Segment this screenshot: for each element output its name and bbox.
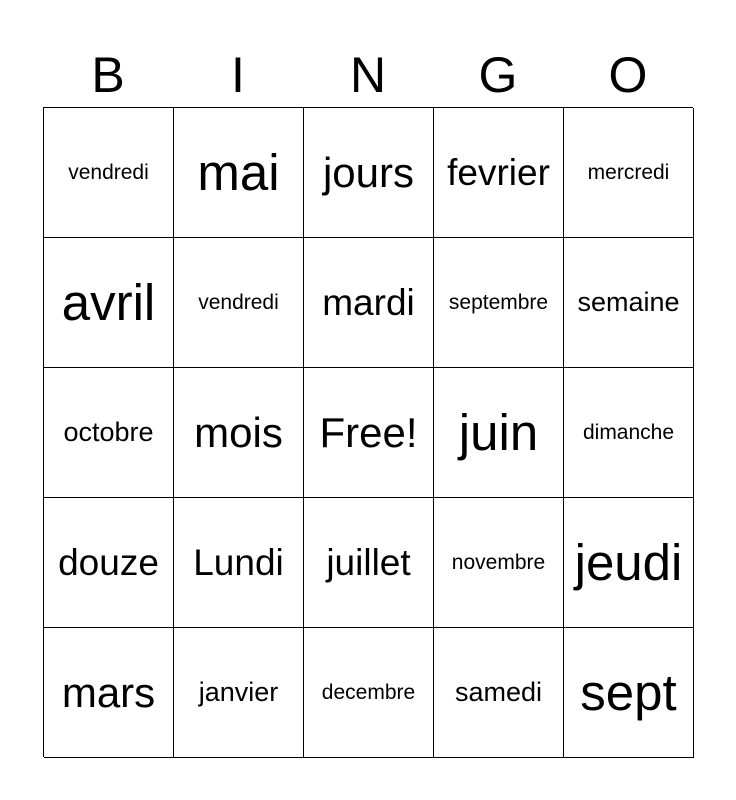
bingo-cell: mercredi <box>564 108 694 238</box>
bingo-cell: samedi <box>434 628 564 758</box>
bingo-cell: dimanche <box>564 368 694 498</box>
bingo-cell: douze <box>44 498 174 628</box>
bingo-cell: novembre <box>434 498 564 628</box>
bingo-cell: vendredi <box>174 238 304 368</box>
bingo-cell: juin <box>434 368 564 498</box>
bingo-cell: septembre <box>434 238 564 368</box>
bingo-header <box>43 44 693 106</box>
bingo-cell: janvier <box>174 628 304 758</box>
bingo-cell: fevrier <box>434 108 564 238</box>
bingo-cell: Lundi <box>174 498 304 628</box>
header-letter-g: G <box>478 47 518 103</box>
bingo-cell: mai <box>174 108 304 238</box>
bingo-cell: juillet <box>304 498 434 628</box>
bingo-card-grid <box>43 107 693 757</box>
bingo-cell: jours <box>304 108 434 238</box>
bingo-cell: mois <box>174 368 304 498</box>
bingo-free-space: Free! <box>304 368 434 498</box>
bingo-cell: avril <box>44 238 174 368</box>
bingo-cell: jeudi <box>564 498 694 628</box>
bingo-cell: octobre <box>44 368 174 498</box>
bingo-cell: mardi <box>304 238 434 368</box>
bingo-cell: decembre <box>304 628 434 758</box>
bingo-cell: vendredi <box>44 108 174 238</box>
bingo-cell: mars <box>44 628 174 758</box>
bingo-cell: sept <box>564 628 694 758</box>
header-letter-i: I <box>231 47 245 103</box>
header-letter-b: B <box>91 47 125 103</box>
bingo-cell: semaine <box>564 238 694 368</box>
header-letter-o: O <box>608 47 648 103</box>
header-letter-n: N <box>349 47 387 103</box>
